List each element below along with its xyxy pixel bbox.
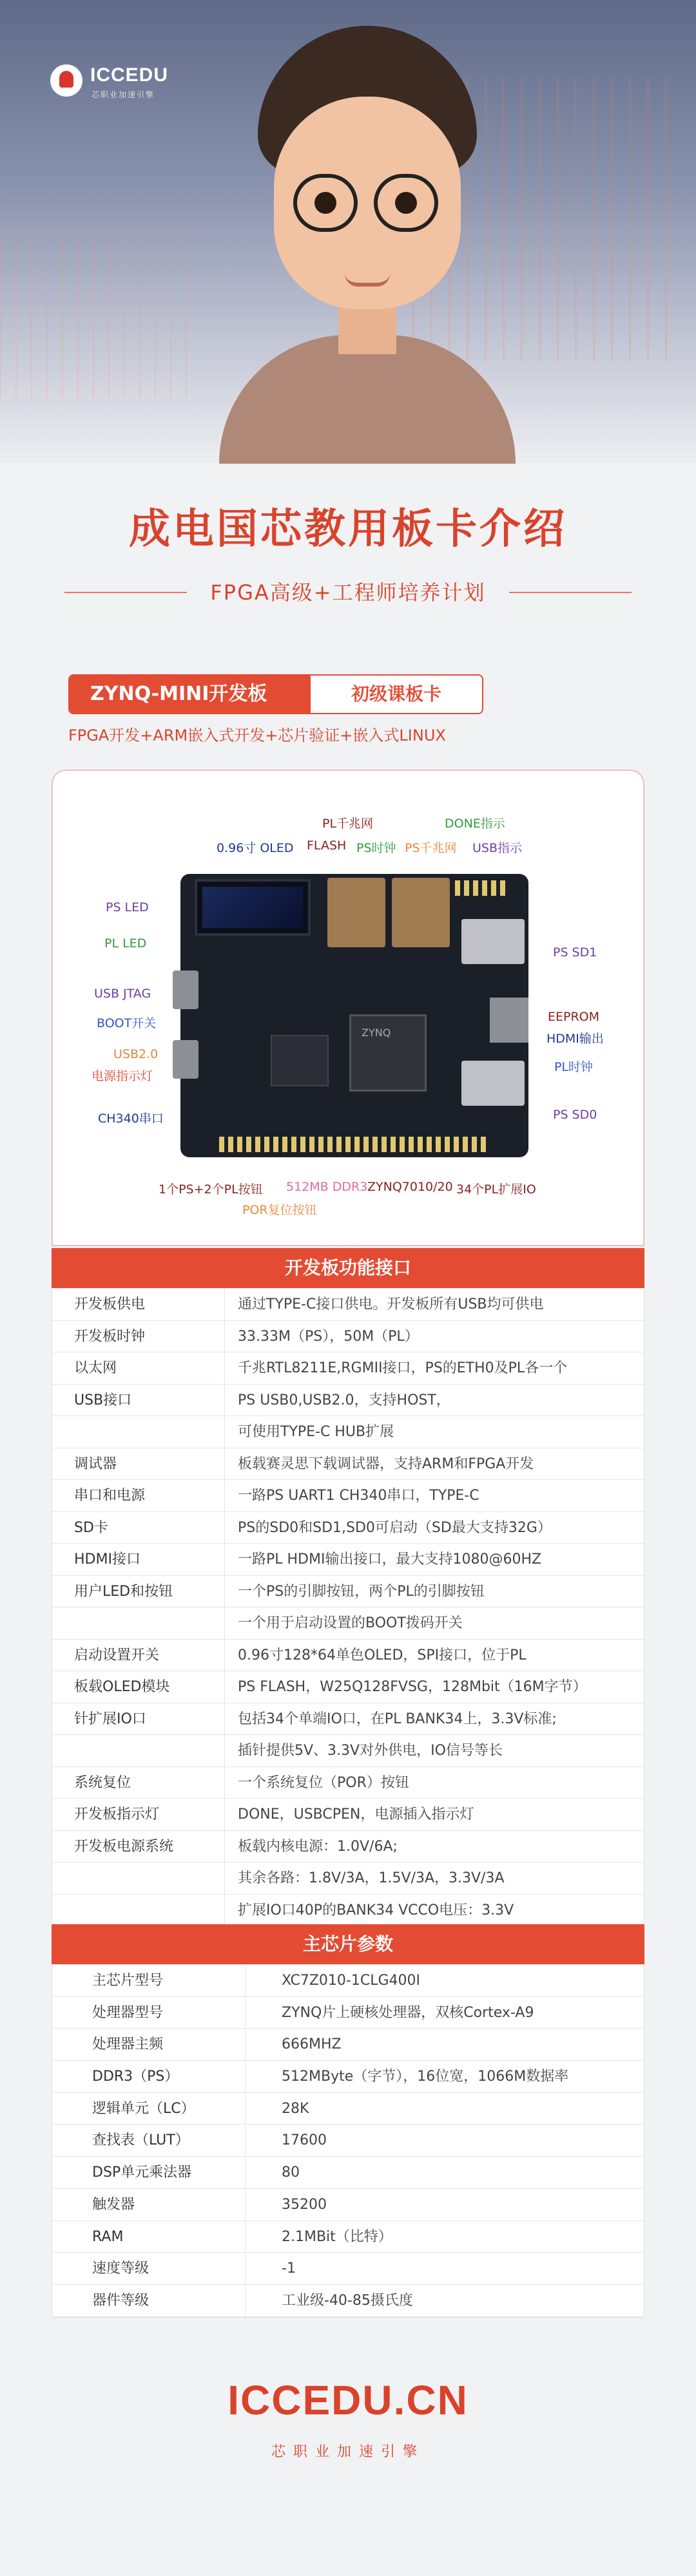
table-row (52, 2221, 644, 2253)
table-value: ZYNQ片上硬核处理器，双核Cortex-A9 (282, 2004, 534, 2021)
label-ps-ethernet: PS千兆网 (405, 841, 457, 855)
table-value: 666MHZ (282, 2036, 342, 2053)
table-row (52, 1544, 644, 1576)
table-row (52, 1799, 644, 1831)
table-key: 串口和电源 (52, 1480, 225, 1511)
board-level-tag: 初级课板卡 (351, 683, 441, 705)
label-ps-clock: PS时钟 (356, 841, 396, 855)
table-value: 17600 (282, 2132, 327, 2149)
mascot-illustration (219, 26, 554, 464)
table-value: 一路PL HDMI输出接口，最大支持1080@60HZ (238, 1551, 542, 1567)
board-name-tag: ZYNQ-MINI开发板 (70, 676, 311, 713)
label-pl-ethernet: PL千兆网 (322, 817, 374, 831)
table-row (52, 2029, 644, 2061)
label-chip: ZYNQ7010/20 (367, 1180, 453, 1194)
table-key: 以太网 (52, 1352, 225, 1384)
table-row (52, 1352, 644, 1385)
table-row (52, 2253, 644, 2285)
board-photo (180, 874, 528, 1157)
header-pins (455, 880, 507, 896)
table-row (52, 1576, 644, 1608)
features-header: 开发板功能接口 (52, 1248, 644, 1288)
label-expansion: 34个PL扩展IO (456, 1182, 536, 1197)
table-key: 开发板指示灯 (52, 1799, 225, 1830)
label-eeprom: EEPROM (548, 1010, 600, 1024)
table-value: 512MByte（字节），16位宽，1066M数据率 (282, 2069, 569, 2085)
table-value: 插针提供5V、3.3V对外供电，IO信号等长 (238, 1743, 503, 1759)
label-pl-led: PL LED (104, 936, 147, 951)
page-subtitle-row (64, 576, 632, 609)
table-row (52, 2189, 644, 2221)
ddr3-chip (271, 1035, 329, 1086)
table-key (52, 1416, 225, 1448)
table-value: 通过TYPE-C接口供电。开发板所有USB均可供电 (238, 1296, 544, 1312)
table-value: 可使用TYPE-C HUB扩展 (238, 1424, 394, 1440)
table-key: 处理器型号 (52, 1997, 246, 2029)
expansion-pins (219, 1137, 490, 1152)
table-key: 开发板供电 (52, 1289, 225, 1320)
table-row (52, 2061, 644, 2093)
board-tag (68, 674, 483, 714)
table-row (52, 1831, 644, 1863)
table-value: 板载内核电源：1.0V/6A; (238, 1838, 398, 1855)
label-usb-led: USB指示 (472, 841, 523, 855)
table-value: 板载赛灵思下载调试器，支持ARM和FPGA开发 (238, 1455, 534, 1472)
table-key: HDMI接口 (52, 1544, 225, 1575)
table-row (52, 1416, 644, 1448)
table-value: 扩展IO口40P的BANK34 VCCO电压：3.3V (238, 1902, 514, 1918)
table-value: 工业级-40-85摄氏度 (282, 2292, 413, 2309)
table-row (52, 2125, 644, 2157)
table-row (52, 1289, 644, 1321)
table-value: -1 (282, 2260, 296, 2277)
table-row (52, 1895, 644, 1927)
usb-jtag-port (173, 971, 198, 1009)
features-table (52, 1288, 644, 1927)
footer-slogan: 芯职业加速引擎 (271, 2444, 425, 2460)
label-ch340: CH340串口 (98, 1112, 164, 1126)
brand-logo[interactable] (50, 63, 198, 102)
table-row (52, 1512, 644, 1544)
brand-logo-icon (50, 64, 82, 97)
table-key: 查找表（LUT） (52, 2125, 246, 2156)
table-value: 一个PS的引脚按钮，两个PL的引脚按钮 (238, 1583, 485, 1600)
table-value: 包括34个单端IO口，在PL BANK34上，3.3V标准; (238, 1710, 557, 1727)
label-usb2: USB2.0 (113, 1047, 159, 1061)
label-ps-sd1: PS SD1 (553, 945, 597, 960)
table-value: 35200 (282, 2196, 327, 2213)
table-row (52, 1862, 644, 1895)
table-value: PS USB0,USB2.0，支持HOST， (238, 1392, 450, 1408)
divider (509, 592, 632, 593)
table-value: 80 (282, 2164, 300, 2181)
page-title: 成电国芯教用板卡介绍 (129, 506, 567, 553)
table-row (52, 1321, 644, 1353)
table-row (52, 1607, 644, 1640)
hdmi-port (490, 998, 528, 1043)
table-row (52, 1480, 644, 1512)
table-row (52, 1965, 644, 1997)
table-key: SD卡 (52, 1512, 225, 1544)
label-boot-switch: BOOT开关 (97, 1016, 157, 1030)
table-key: 逻辑单元（LC） (52, 2093, 246, 2125)
table-key (52, 1735, 225, 1766)
table-value: 千兆RTL8211E,RGMII接口，PS的ETH0及PL各一个 (238, 1360, 568, 1376)
page-subtitle: FPGA高级+工程师培养计划 (210, 580, 486, 605)
table-value: 0.96寸128*64单色OLED，SPI接口，位于PL (238, 1647, 527, 1663)
table-key: 器件等级 (52, 2285, 246, 2316)
label-por: POR复位按钮 (242, 1203, 317, 1217)
label-ps-sd0: PS SD0 (553, 1108, 597, 1122)
table-value: XC7Z010-1CLG400I (282, 1973, 420, 1989)
table-key: 启动设置开关 (52, 1640, 225, 1671)
oled-module (195, 879, 311, 936)
table-row (52, 1385, 644, 1417)
table-key: USB接口 (52, 1385, 225, 1416)
label-power-led: 电源指示灯 (92, 1069, 153, 1083)
table-row (52, 1703, 644, 1736)
table-row (52, 1671, 644, 1703)
table-key: 处理器主频 (52, 2029, 246, 2060)
table-key (52, 1862, 225, 1894)
table-key: 系统复位 (52, 1767, 225, 1799)
pl-ethernet-port (327, 878, 385, 947)
table-key: 速度等级 (52, 2253, 246, 2284)
table-value: PS的SD0和SD1,SD0可启动（SD最大支持32G） (238, 1519, 552, 1536)
table-value: 2.1MBit（比特） (282, 2228, 392, 2245)
table-row (52, 1640, 644, 1672)
label-flash: FLASH (307, 838, 347, 853)
label-ps-led: PS LED (106, 900, 149, 914)
table-key: 开发板时钟 (52, 1321, 225, 1352)
table-key: 调试器 (52, 1448, 225, 1480)
table-row (52, 1767, 644, 1799)
footer-logo[interactable]: ICCEDU.CN (227, 2377, 469, 2423)
table-key: RAM (52, 2221, 246, 2253)
table-value: 其余各路：1.8V/3A，1.5V/3A，3.3V/3A (238, 1870, 505, 1886)
table-key: 主芯片型号 (52, 1965, 246, 1996)
table-key: DSP单元乘法器 (52, 2157, 246, 2188)
brand-logo-text: ICCEDU (90, 64, 169, 86)
label-pl-clock: PL时钟 (554, 1060, 594, 1074)
table-key: 开发板电源系统 (52, 1831, 225, 1862)
table-key: 针扩展IO口 (52, 1703, 225, 1735)
table-value: 一个系统复位（POR）按钮 (238, 1774, 409, 1791)
chip-header: 主芯片参数 (52, 1924, 644, 1964)
brand-logo-subtitle: 芯职业加速引擎 (92, 90, 155, 99)
ps-ethernet-port (392, 878, 450, 947)
table-row (52, 1448, 644, 1481)
table-value: 28K (282, 2100, 309, 2117)
chip-table (52, 1964, 644, 2318)
table-value: PS FLASH，W25Q128FVSG，128Mbit（16M字节） (238, 1679, 587, 1695)
board-description: FPGA开发+ARM嵌入式开发+芯片验证+嵌入式LINUX (68, 726, 446, 744)
code-rain-decoration (0, 232, 193, 399)
table-row (52, 1735, 644, 1767)
table-key: 用户LED和按钮 (52, 1576, 225, 1607)
label-usb-jtag: USB JTAG (94, 987, 151, 1001)
table-row (52, 2285, 644, 2317)
usb2-port (173, 1040, 198, 1079)
hero-banner (0, 0, 696, 464)
table-key (52, 1895, 225, 1926)
table-key: DDR3（PS） (52, 2061, 246, 2092)
sd1-slot (461, 919, 525, 964)
table-value: DONE，USBCPEN，电源插入指示灯 (238, 1806, 474, 1823)
label-oled: 0.96寸 OLED (217, 841, 294, 855)
table-value: 一个用于启动设置的BOOT拨码开关 (238, 1615, 463, 1631)
table-value: 33.33M（PS），50M（PL） (238, 1328, 419, 1345)
label-keys: 1个PS+2个PL按钮 (159, 1182, 263, 1197)
table-row (52, 2157, 644, 2189)
label-hdmi: HDMI输出 (546, 1032, 604, 1046)
label-ddr3: 512MB DDR3 (286, 1180, 368, 1194)
sd0-slot (461, 1061, 525, 1106)
table-key (52, 1607, 225, 1639)
table-key: 板载OLED模块 (52, 1671, 225, 1703)
table-key: 触发器 (52, 2189, 246, 2221)
table-row (52, 2093, 644, 2125)
zynq-chip (349, 1014, 427, 1092)
table-row (52, 1997, 644, 2029)
table-value: 一路PS UART1 CH340串口，TYPE-C (238, 1488, 479, 1504)
label-done-led: DONE指示 (445, 817, 505, 831)
